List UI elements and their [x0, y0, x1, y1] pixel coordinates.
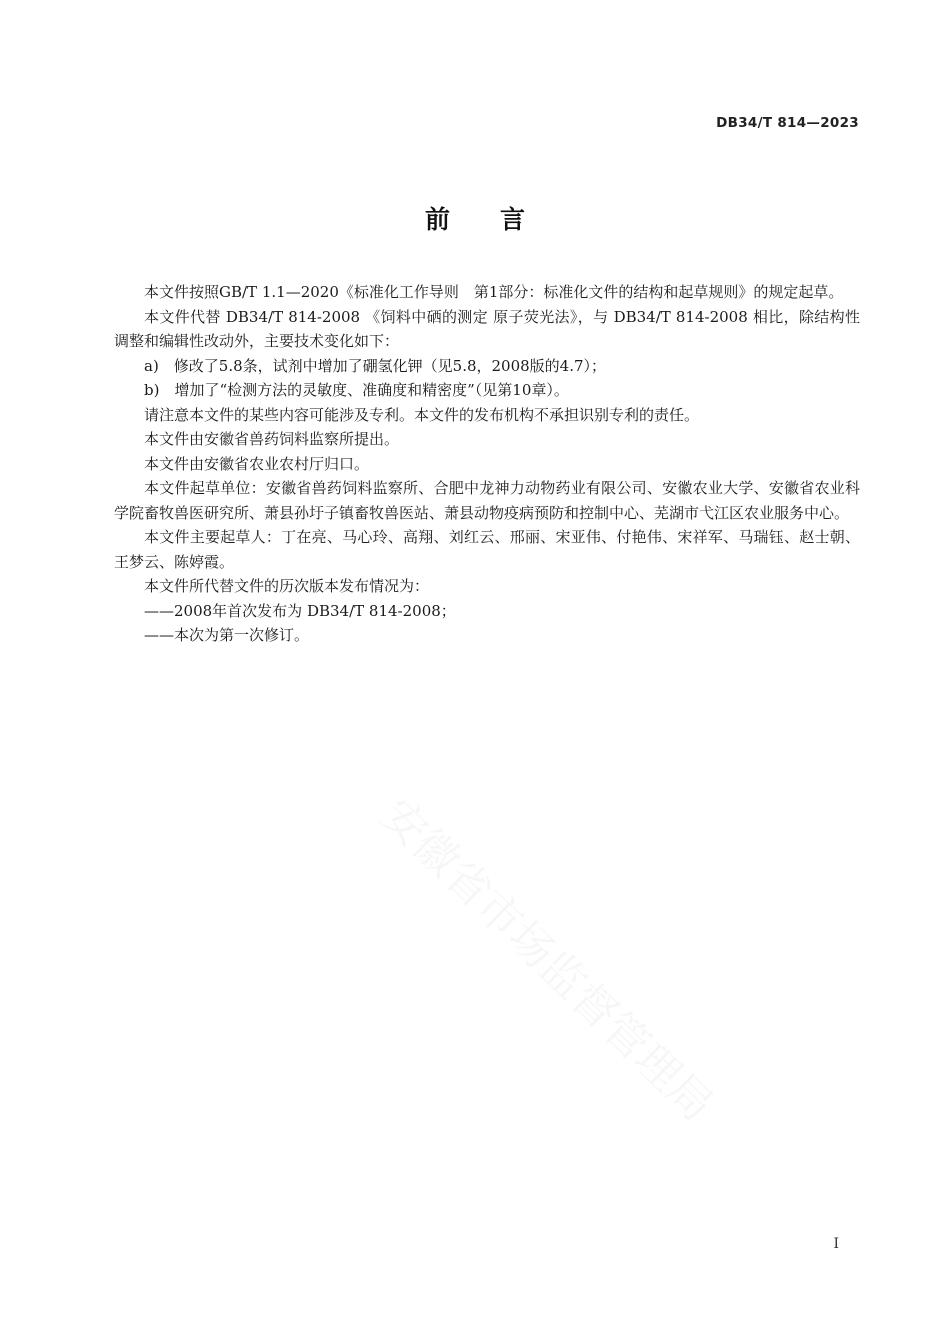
paragraph-administrator: 本文件由安徽省农业农村厅归口。 — [144, 454, 370, 473]
history-item-current: ——本次为第一次修订。 — [144, 626, 310, 644]
document-body — [114, 280, 860, 648]
change-item-b: b) 增加了“检测方法的灵敏度、准确度和精密度”（见第10章）。 — [144, 381, 569, 399]
page-title: 前言 — [424, 205, 575, 234]
history-item-2008: ——2008年首次发布为 DB34/T 814-2008； — [144, 601, 456, 620]
change-item-a: a) 修改了5.8条，试剂中增加了硼氢化钾（见5.8，2008版的4.7）； — [144, 356, 607, 375]
paragraph-patent-notice: 请注意本文件的某些内容可能涉及专利。本文件的发布机构不承担识别专利的责任。 — [144, 405, 700, 424]
paragraph-replacement: 本文件代替 DB34/T 814-2008 《饲料中硒的测定 原子荧光法》，与 DB34/T 814-2008 相比，除结构性调整和编辑性改动外，主要技术变化如下： — [114, 307, 860, 350]
watermark — [334, 746, 767, 1167]
page-number: I — [833, 1236, 839, 1252]
paragraph-history-intro: 本文件所代替文件的历次版本发布情况为： — [144, 577, 430, 595]
document-code: DB34/T 814—2023 — [716, 115, 859, 131]
paragraph-drafters: 本文件主要起草人：丁在亮、马心玲、高翔、刘红云、邢丽、宋亚伟、付艳伟、宋祥军、马瑞钰、赵士朝、王梦云、陈婷霞。 — [114, 528, 860, 571]
paragraph-proposer: 本文件由安徽省兽药饲料监察所提出。 — [144, 430, 400, 448]
paragraph-drafting-units: 本文件起草单位：安徽省兽药饲料监察所、合肥中龙神力动物药业有限公司、安徽农业大学、安徽省农业科学院畜牧兽医研究所、萧县孙圩子镇畜牧兽医站、萧县动物疫病预防和控制中心、芜湖市弋江区农业服务中心。 — [114, 479, 860, 522]
paragraph-drafting-rules: 本文件按照GB/T 1.1—2020《标准化工作导则 第1部分：标准化文件的结构和起草规则》的规定起草。 — [144, 283, 844, 301]
